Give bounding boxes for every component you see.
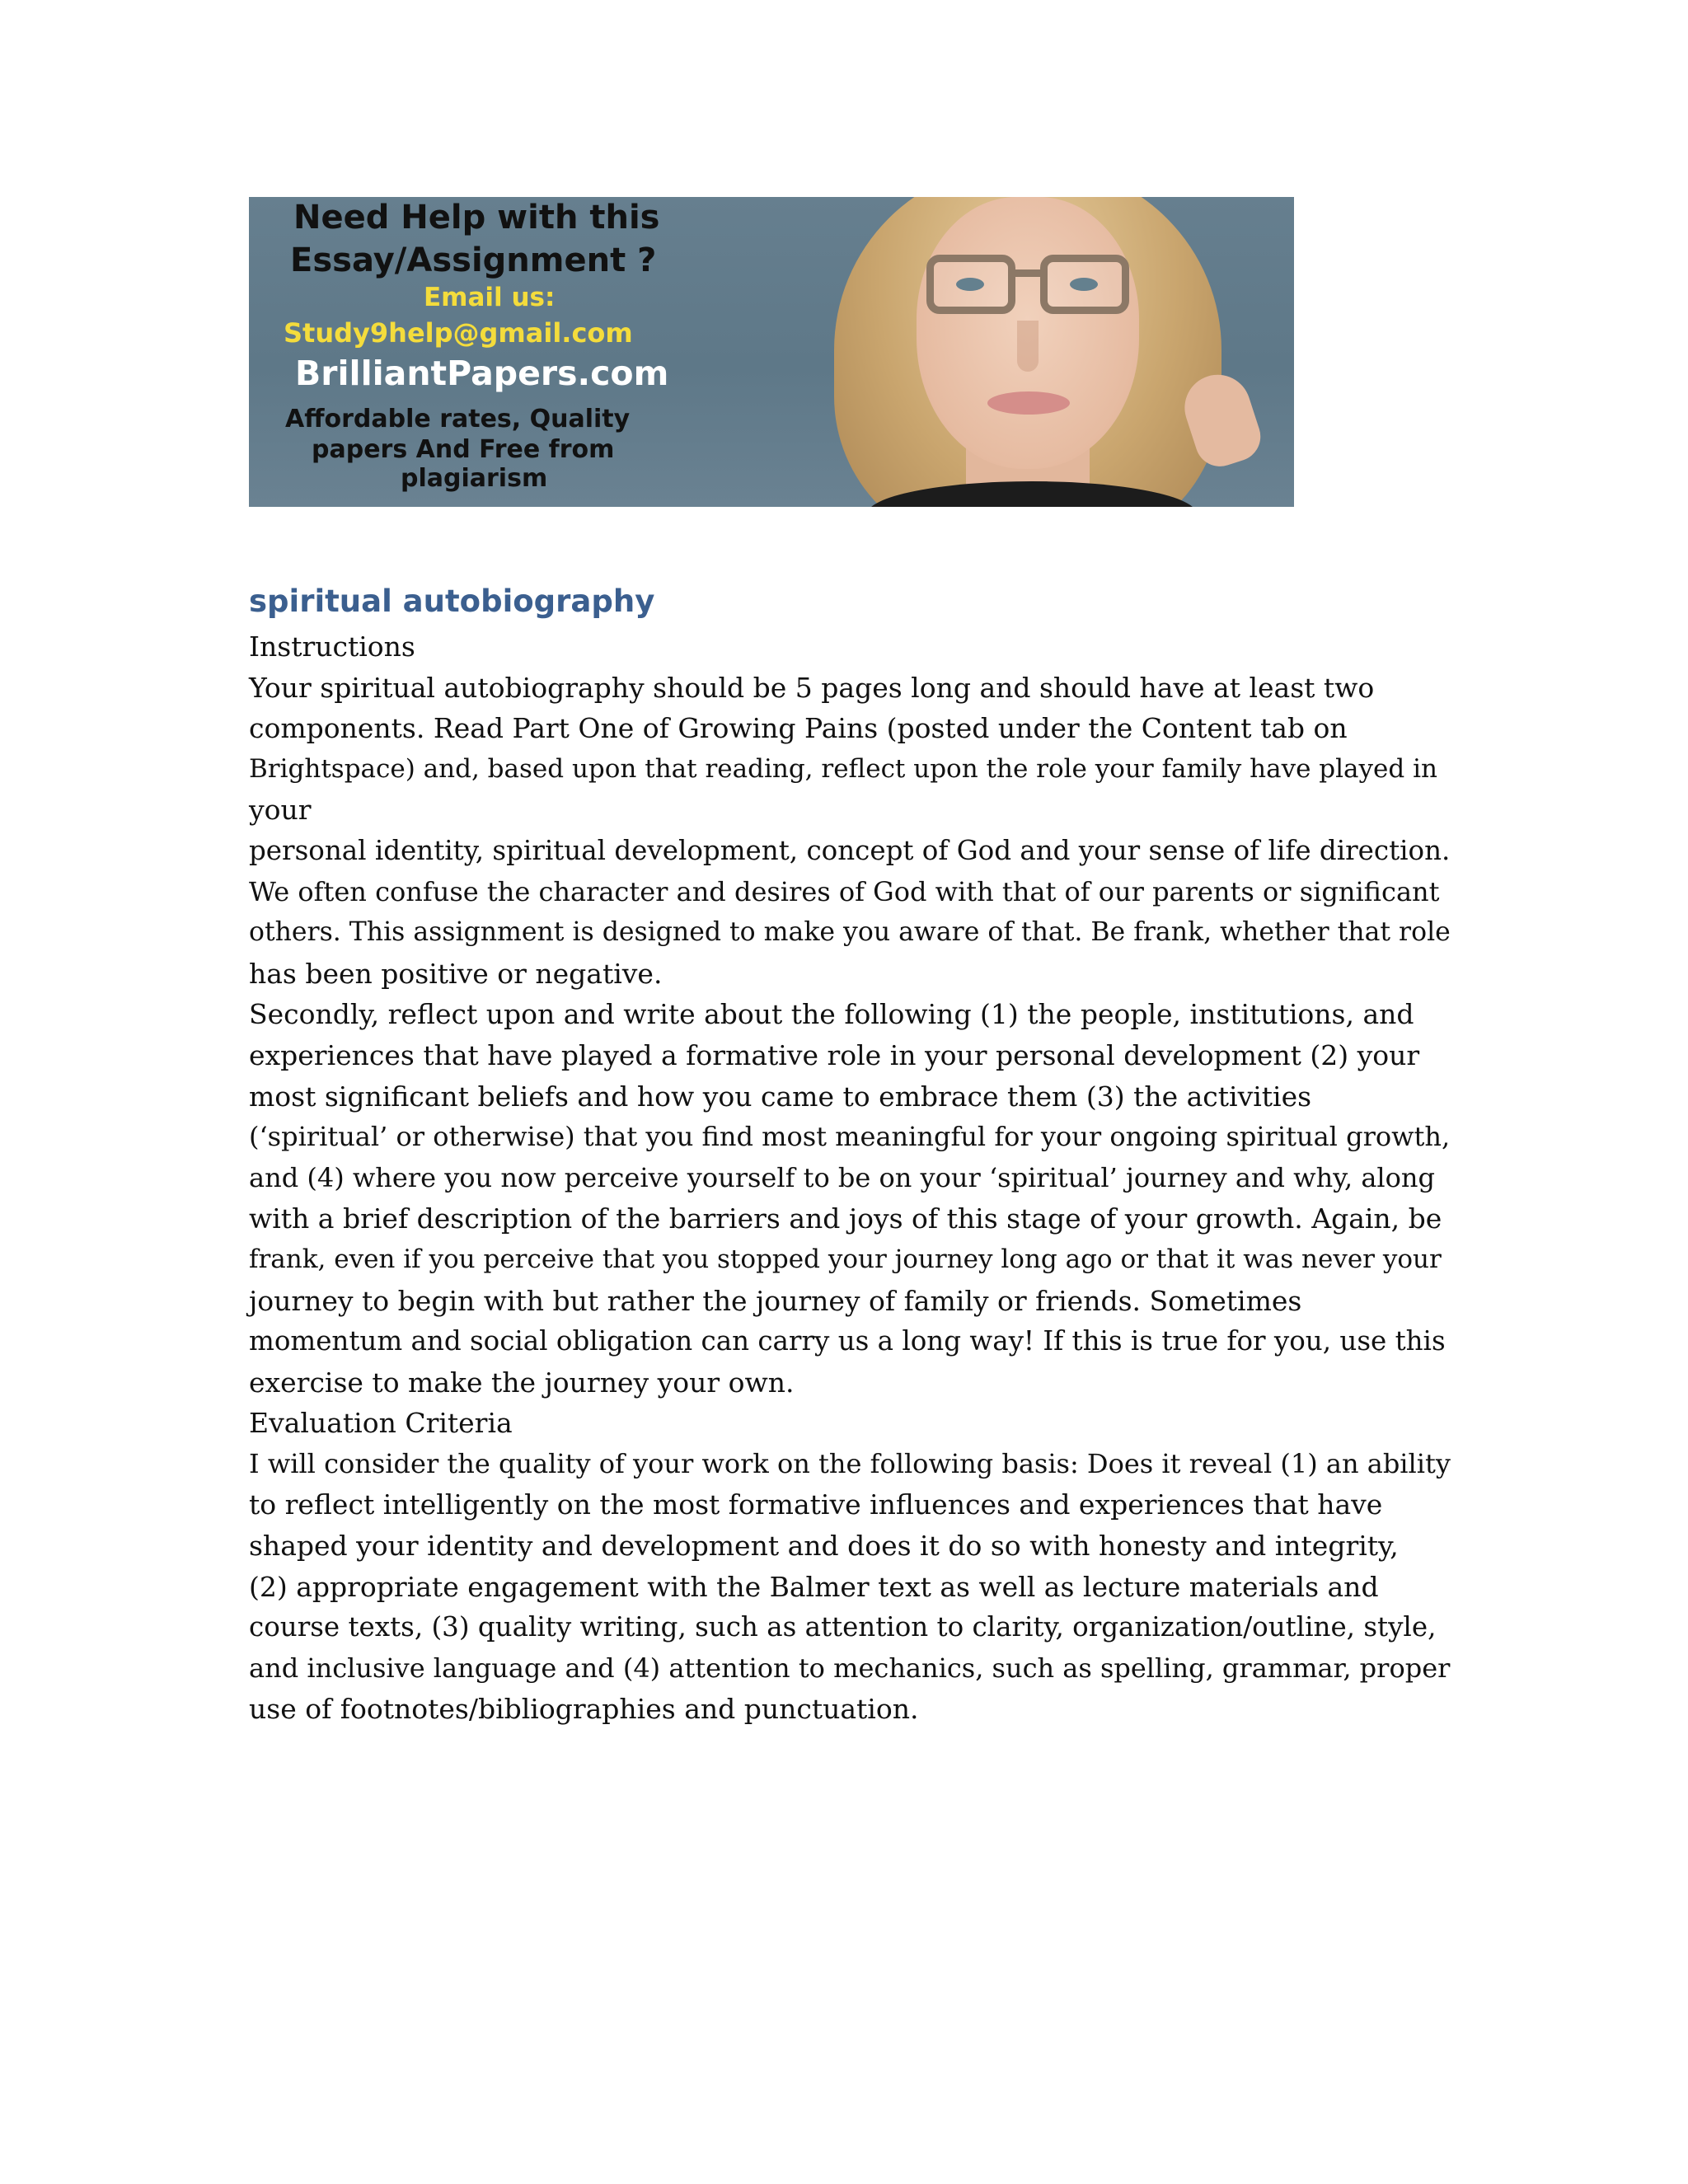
document-title: spiritual autobiography (249, 583, 655, 619)
banner-email-label: Email us: (424, 283, 556, 312)
text-line: most significant beliefs and how you came to embrace them (3) the activities (249, 1080, 1312, 1113)
document-text (249, 626, 1452, 1730)
text-line: Instructions (249, 630, 415, 663)
text-line: course texts, (3) quality writing, such as attention to clarity, organization/outline, style, (249, 1611, 1437, 1643)
text-line: momentum and social obligation can carry us a long way! If this is true for you, use this (249, 1325, 1446, 1357)
text-line: shaped your identity and development and does it do so with honesty and integrity, (249, 1530, 1399, 1563)
banner-tagline-line2: papers And Free from (312, 435, 615, 464)
banner-site-name: BrilliantPapers.com (295, 354, 669, 393)
portrait-nose (1017, 321, 1039, 372)
text-line: and inclusive language and (4) attention to mechanics, such as spelling, grammar, proper (249, 1652, 1451, 1684)
text-line: frank, even if you perceive that you stopped your journey long ago or that it was never your (249, 1244, 1442, 1274)
document-body (249, 577, 1452, 1730)
text-line: has been positive or negative. (249, 957, 663, 990)
woman-portrait-image (743, 197, 1294, 507)
text-line: Brightspace) and, based upon that reading, reflect upon the role your family have played in (249, 753, 1437, 784)
glasses-bridge (1012, 269, 1043, 277)
text-line: journey to begin with but rather the journey of family or friends. Sometimes (249, 1284, 1302, 1317)
text-line: exercise to make the journey your own. (249, 1366, 795, 1399)
text-line: personal identity, spiritual development, concept of God and your sense of life direction. (249, 834, 1451, 866)
banner-headline-line2: Essay/Assignment ? (290, 241, 657, 279)
glasses-right-lens-icon (1040, 255, 1129, 314)
text-line: and (4) where you now perceive yourself to be on your ‘spiritual’ journey and why, along (249, 1161, 1436, 1193)
text-line: I will consider the quality of your work on the following basis: Does it reveal (1) an ability (249, 1447, 1451, 1479)
text-line: experiences that have played a formative role in your personal development (2) your (249, 1038, 1420, 1071)
text-line: others. This assignment is designed to make you aware of that. Be frank, whether that role (249, 917, 1451, 948)
text-line: your (249, 794, 312, 827)
portrait-lips (987, 391, 1070, 415)
text-line: (‘spiritual’ or otherwise) that you find most meaningful for your ongoing spiritual growth, (249, 1121, 1451, 1153)
text-line: to reflect intelligently on the most formative influences and experiences that have (249, 1488, 1383, 1521)
text-line: Evaluation Criteria (249, 1407, 513, 1440)
banner-tagline-line3: plagiarism (401, 464, 548, 493)
glasses-left-lens-icon (926, 255, 1015, 314)
banner-email-address: Study9help@gmail.com (284, 317, 633, 349)
banner-tagline-line1: Affordable rates, Quality (285, 405, 631, 434)
text-line: use of footnotes/bibliographies and punctuation. (249, 1693, 919, 1726)
banner-headline-line1: Need Help with this (293, 199, 660, 237)
text-line: Your spiritual autobiography should be 5 pages long and should have at least two (249, 671, 1375, 704)
banner-text-block (249, 197, 776, 507)
text-line: We often confuse the character and desires of God with that of our parents or significant (249, 875, 1440, 907)
text-line: with a brief description of the barriers and joys of this stage of your growth. Again, be (249, 1202, 1442, 1235)
text-line: (2) appropriate engagement with the Balmer text as well as lecture materials and (249, 1570, 1379, 1603)
text-line: components. Read Part One of Growing Pains (posted under the Content tab on (249, 712, 1348, 745)
advert-banner (249, 197, 1294, 507)
text-line: Secondly, reflect upon and write about the following (1) the people, institutions, and (249, 998, 1414, 1031)
